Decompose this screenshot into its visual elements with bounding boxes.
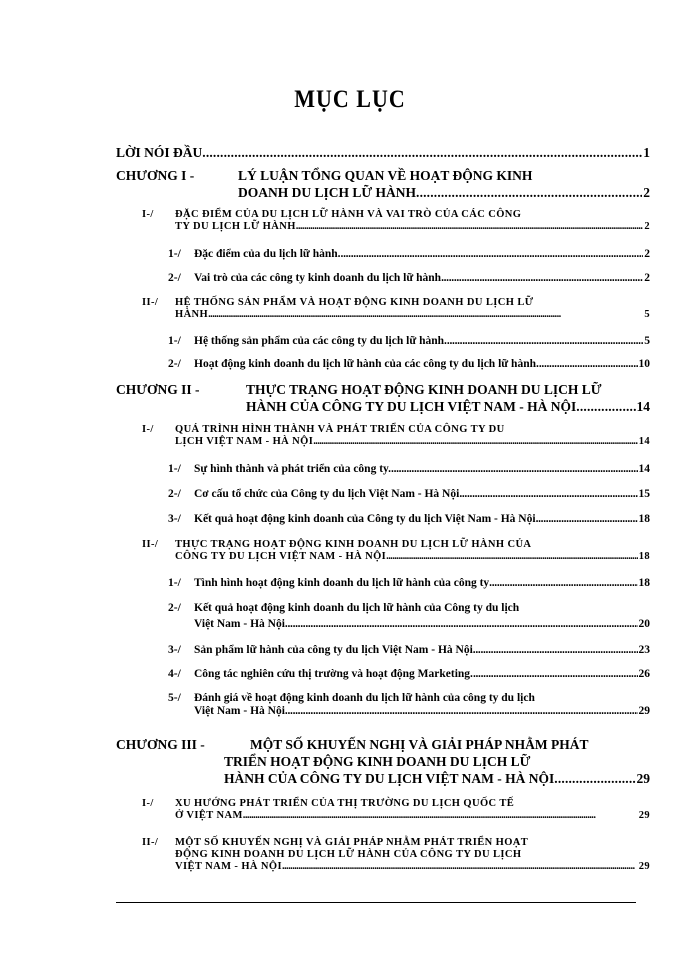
chapter-title-line-3: HÀNH CỦA CÔNG TY DU LỊCH VIỆT NAM - HÀ NỘI [224,771,555,786]
toc-entry-section-1-2[interactable] [175,297,650,320]
chapter-number: CHƯƠNG I - [116,168,195,183]
item-number: 1-/ [168,463,181,475]
item-title: Sự hình thành và phát triển của công ty. [194,463,392,475]
toc-entry-item[interactable] [194,248,650,260]
dot-leader [386,551,638,562]
dot-leader [441,272,643,284]
page-number: 2 [644,272,650,284]
toc-entry-item[interactable] [194,577,650,589]
item-title: Kết quả hoạt động kinh doanh của Công ty du lịch Việt Nam - Hà Nội [194,513,536,525]
dot-leader [459,488,637,500]
toc-entry-item[interactable] [194,272,650,284]
section-title-line-1: ĐẶC ĐIỂM CỦA DU LỊCH LỮ HÀNH VÀ VAI TRÒ CỦA CÁC CÔNG [175,209,522,220]
item-number: 4-/ [168,668,181,680]
item-title-line-1: Đánh giá về hoạt động kinh doanh du lịch lữ hành của công ty du lịch [194,692,535,704]
section-title-line-1: XU HƯỚNG PHÁT TRIỂN CỦA THỊ TRƯỜNG DU LỊCH QUỐC TẾ [175,798,515,809]
page-number: 14 [638,436,650,447]
section-number: II-/ [142,539,159,550]
chapter-title-line-2: HÀNH CỦA CÔNG TY DU LỊCH VIỆT NAM - HÀ NỘI [246,399,577,414]
toc-entry-section-1-1[interactable] [175,209,650,232]
chapter-title-line-1: MỘT SỐ KHUYẾN NGHỊ VÀ GIẢI PHÁP NHẰM PHÁT [250,737,589,752]
item-number: 3-/ [168,644,181,656]
chapter-title-line-1: LÝ LUẬN TỔNG QUAN VỀ HOẠT ĐỘNG KINH [238,168,533,183]
page-number: 2 [643,185,650,200]
section-title-line-2: LỊCH VIỆT NAM - HÀ NỘI [175,436,314,447]
page-number: 26 [638,668,650,680]
toc-entry-chapter-1[interactable] [238,168,650,201]
toc-entry-item[interactable] [194,513,650,525]
dot-leader [285,705,638,717]
page-title: MỤC LỤC [294,84,406,113]
section-title-line-2: HÀNH [175,309,209,320]
section-title-line-2: Ở VIỆT NAM [175,810,243,821]
dot-leader [416,185,642,201]
dot-leader [447,335,643,347]
toc-entry-item[interactable] [194,602,650,630]
section-title-line-2: CÔNG TY DU LỊCH VIỆT NAM - HÀ NỘI [175,551,387,562]
toc-entry-item[interactable] [194,488,650,500]
toc-entry-label: LỜI NÓI ĐẦU [116,145,203,160]
page-number: 14 [636,399,650,414]
item-title: Hệ thống sản phẩm của các công ty du lịch lữ hành. [194,335,447,347]
page-number: 14 [638,463,650,475]
dot-leader [296,221,644,232]
section-title-line-1: THỰC TRẠNG HOẠT ĐỘNG KINH DOANH DU LỊCH LỮ HÀNH CỦA [175,539,532,550]
toc-entry-section-3-1[interactable] [175,798,650,821]
section-number: II-/ [142,837,159,848]
section-number: I-/ [142,209,154,220]
section-title-line-1: HỆ THỐNG SẢN PHẨM VÀ HOẠT ĐỘNG KINH DOANH DU LỊCH LỮ [175,297,534,308]
toc-entry-item[interactable] [194,692,650,717]
dot-leader [202,145,642,161]
dot-leader [391,463,637,475]
item-number: 2-/ [168,602,181,614]
item-number: 2-/ [168,358,181,370]
item-title: Hoạt động kinh doanh du lịch lữ hành của các công ty du lịch lữ hành. [194,358,539,370]
section-title-line-2: TY DU LỊCH LỮ HÀNH [175,221,296,232]
chapter-title-line-2: DOANH DU LỊCH LỮ HÀNH [238,185,417,200]
section-number: II-/ [142,297,159,308]
toc-entry-section-2-2[interactable] [175,539,650,562]
dot-leader [536,513,638,525]
item-number: 2-/ [168,488,181,500]
toc-entry-item[interactable] [194,358,650,370]
page-number: 5 [644,335,650,347]
section-number: I-/ [142,424,154,435]
toc-entry-chapter-2[interactable] [246,382,650,415]
toc-entry-section-2-1[interactable] [175,424,650,447]
item-number: 1-/ [168,335,181,347]
dot-leader [473,668,638,680]
page-number: 1 [643,145,650,160]
dot-leader [243,810,638,821]
page-number: 23 [638,644,650,656]
section-title-line-1: MỘT SỐ KHUYẾN NGHỊ VÀ GIẢI PHÁP NHẰM PHÁT TRIỂN HOẠT [175,837,529,848]
toc-entry-loi-noi-dau[interactable] [116,145,650,161]
item-title: Công tác nghiên cứu thị trường và hoạt động Marketing. [194,668,473,680]
item-title: Vai trò của các công ty kinh doanh du lịch lữ hành [194,272,442,284]
page-number: 29 [638,861,650,872]
toc-entry-section-3-2[interactable] [175,837,650,872]
item-title: Sản phẩm lữ hành của công ty du lịch Việt Nam - Hà Nội [194,644,473,656]
page-number: 10 [638,358,650,370]
dot-leader [489,577,637,589]
toc-entry-chapter-3[interactable] [224,737,650,787]
item-number: 1-/ [168,248,181,260]
item-title-line-2: Việt Nam - Hà Nội [194,705,285,717]
item-number: 2-/ [168,272,181,284]
dot-leader [576,399,635,415]
dot-leader [282,861,638,872]
toc-entry-item[interactable] [194,335,650,347]
section-title-line-3: VIỆT NAM - HÀ NỘI [175,861,282,872]
dot-leader [313,436,637,447]
footer-rule [116,902,636,903]
dot-leader [473,644,638,656]
page-number: 20 [638,618,650,630]
page-number: 29 [638,810,650,821]
section-title-line-2: ĐỘNG KINH DOANH DU LỊCH LỮ HÀNH CỦA CÔNG TY DU LỊCH [175,849,522,860]
page-number: 18 [638,513,650,525]
dot-leader [539,358,638,370]
chapter-title-line-2: TRIỂN HOẠT ĐỘNG KINH DOANH DU LỊCH LỮ [224,754,531,769]
item-number: 5-/ [168,692,181,704]
page-number: 5 [644,309,650,320]
section-title-line-1: QUÁ TRÌNH HÌNH THÀNH VÀ PHÁT TRIỂN CỦA CÔNG TY DU [175,424,505,435]
item-title: Đặc điểm của du lịch lữ hành. [194,248,341,260]
page-number: 18 [638,577,650,589]
chapter-number: CHƯƠNG III - [116,737,205,752]
item-number: 1-/ [168,577,181,589]
chapter-number: CHƯƠNG II - [116,382,200,397]
item-title-line-1: Kết quả hoạt động kinh doanh du lịch lữ hành của Công ty du lịch [194,602,520,614]
page-number: 29 [638,705,650,717]
item-number: 3-/ [168,513,181,525]
toc-entry-item[interactable] [194,668,650,680]
page-number: 2 [644,221,650,232]
item-title-line-2: Việt Nam - Hà Nội [194,618,285,630]
dot-leader [341,248,644,260]
dot-leader [285,618,638,630]
section-number: I-/ [142,798,154,809]
toc-entry-item[interactable] [194,463,650,475]
dot-leader [208,309,643,320]
item-title: Cơ cấu tổ chức của Công ty du lịch Việt Nam - Hà Nội [194,488,460,500]
chapter-title-line-1: THỰC TRẠNG HOẠT ĐỘNG KINH DOANH DU LỊCH LỮ [246,382,602,397]
page-number: 2 [644,248,650,260]
page-number: 29 [636,771,650,786]
dot-leader [554,771,635,787]
page-number: 18 [638,551,650,562]
toc-entry-item[interactable] [194,644,650,656]
item-title: Tình hình hoạt động kinh doanh du lịch lữ hành của công ty [194,577,490,589]
page-number: 15 [638,488,650,500]
